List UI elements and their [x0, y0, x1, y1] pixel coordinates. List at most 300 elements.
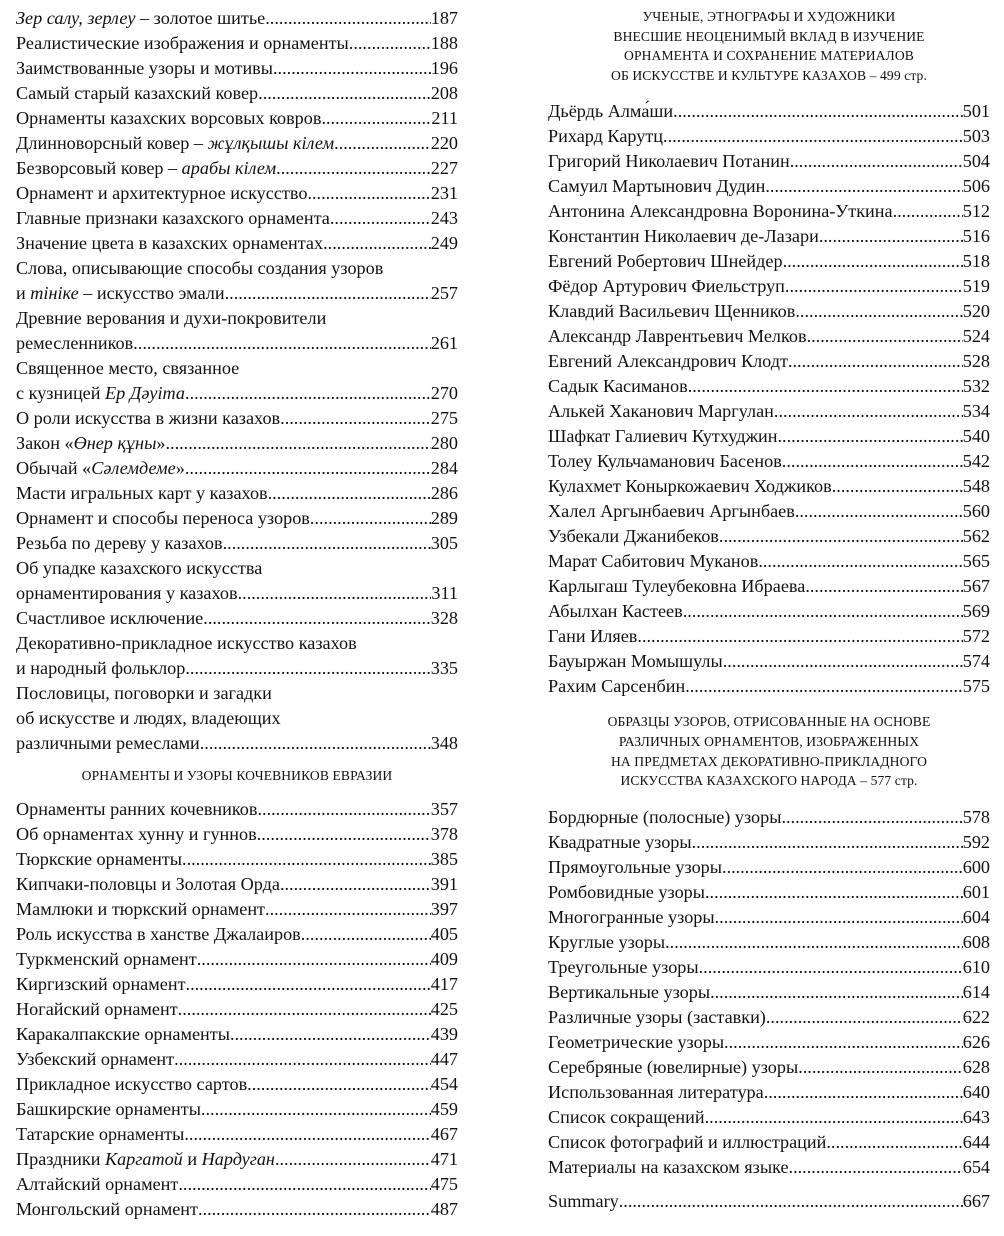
toc-entry-title — [16, 106, 321, 131]
toc-entry-title-part: Ногайский орнамент — [16, 998, 178, 1019]
dot-leader — [765, 174, 962, 199]
dot-leader — [201, 1097, 431, 1122]
toc-entry — [548, 855, 990, 880]
toc-entry-title — [548, 930, 665, 955]
toc-entry-title — [548, 149, 790, 174]
toc-entry-title — [548, 980, 710, 1005]
toc-entry — [16, 897, 458, 922]
toc-entry-title-part: Константин Николаевич де-Лазари — [548, 226, 819, 247]
dot-leader — [247, 1072, 431, 1097]
toc-entry-title-part: Карлыгаш Тулеубековна Ибраева — [548, 576, 806, 597]
page-number: 311 — [431, 583, 458, 603]
toc-entry — [16, 997, 458, 1022]
toc-entry-title — [16, 656, 185, 681]
dot-leader — [665, 930, 963, 955]
toc-entry-title — [548, 599, 683, 624]
toc-entry-title-part: Резьба по дереву у казахов — [16, 533, 223, 553]
toc-entry-title-part: Ер Дәуiта — [105, 383, 186, 403]
dot-leader — [774, 399, 963, 424]
toc-entry-title — [548, 1055, 798, 1080]
toc-entry-title — [16, 456, 185, 481]
dot-leader — [699, 955, 963, 980]
toc-entry — [548, 249, 990, 274]
toc-entry-title-part: Орнаменты казахских ворсовых ковров — [16, 108, 322, 128]
page-number: 471 — [430, 1148, 458, 1169]
dot-leader — [223, 531, 431, 556]
toc-entry — [548, 449, 990, 474]
page-number: 506 — [962, 176, 990, 197]
toc-entry-title-part: Круглые узоры — [548, 931, 666, 952]
toc-entry — [16, 1172, 458, 1197]
toc-entry — [548, 199, 990, 224]
heading-line: ИСКУССТВА КАЗАХСКОГО НАРОДА – 577 стр. — [620, 773, 918, 789]
toc-entry-title — [548, 274, 785, 299]
toc-entry-title — [16, 506, 310, 531]
toc-entry — [16, 631, 458, 681]
page-number: 565 — [962, 551, 990, 572]
toc-entry-title — [548, 1080, 764, 1105]
toc-entry-title — [16, 131, 334, 156]
toc-entry-title — [548, 855, 722, 880]
dot-leader — [893, 199, 963, 224]
toc-entry-title — [16, 231, 323, 256]
toc-entry-title — [16, 1097, 201, 1122]
toc-entry — [548, 349, 990, 374]
page-number: 439 — [430, 1023, 458, 1044]
toc-entry-title-part: Прикладное искусство сартов — [16, 1073, 248, 1094]
toc-entry-title-part: Безворсовый ковер – — [16, 158, 182, 178]
heading-line: ОБ ИСКУССТВЕ И КУЛЬТУРЕ КАЗАХОВ – 499 стр. — [611, 67, 927, 83]
page-number: 560 — [962, 501, 990, 522]
toc-entry — [16, 1147, 458, 1172]
toc-entry-title — [16, 822, 257, 847]
toc-entry — [548, 174, 990, 199]
toc-entry-title-part: Использованная литература — [548, 1081, 764, 1102]
toc-entry-title-part: Орнамент и способы переноса узоров — [16, 508, 310, 528]
dot-leader — [185, 456, 431, 481]
dot-leader — [178, 1172, 430, 1197]
toc-entry — [548, 574, 990, 599]
toc-entry-title — [16, 872, 280, 897]
toc-entry-title-part: Самый старый казахский ковер — [16, 83, 259, 103]
toc-entry-title-part: Ромбовидные узоры — [548, 881, 705, 902]
toc-entry — [548, 399, 990, 424]
toc-entry — [548, 830, 990, 855]
page-number: 467 — [430, 1123, 458, 1144]
toc-entry-title-part: Сәлемдеме — [91, 458, 176, 478]
page-number: 608 — [962, 931, 990, 952]
dot-leader — [197, 947, 431, 972]
page-number: 405 — [430, 923, 458, 944]
dot-leader — [785, 274, 963, 299]
dot-leader — [198, 1197, 431, 1222]
toc-section-scholars — [548, 99, 990, 699]
toc-entry — [16, 506, 458, 531]
dot-leader — [715, 905, 963, 930]
toc-entry-title-part: Евгений Робертович Шнейдер — [548, 251, 783, 272]
page-number: 569 — [962, 601, 990, 622]
toc-entry-title-part: Самуил Мартынович Дудин — [548, 176, 766, 197]
toc-entry-title-part: Орнаменты ранних кочевников — [16, 798, 258, 819]
toc-entry-title-line: Священное место, связанное — [16, 358, 240, 378]
page-number: 540 — [962, 426, 990, 447]
page-number: 562 — [962, 526, 990, 547]
heading-line: РАЗЛИЧНЫХ ОРНАМЕНТОВ, ИЗОБРАЖЕННЫХ — [618, 733, 920, 749]
toc-entry-title-part: Список фотографий и иллюстраций — [548, 1131, 827, 1152]
toc-entry-title-part: О роли искусства в жизни казахов — [16, 408, 281, 428]
toc-entry-title-line: Слова, описывающие способы создания узоров — [16, 258, 384, 278]
toc-entry — [16, 31, 458, 56]
toc-entry-title-part: Узбекский орнамент — [16, 1048, 175, 1069]
toc-entry-title — [548, 549, 758, 574]
toc-entry-title-part: Халел Аргынбаевич Аргынбаев — [548, 501, 795, 522]
toc-entry-title — [16, 606, 203, 631]
toc-entry-title-part: Өнер құны — [73, 433, 157, 453]
toc-entry — [16, 6, 458, 31]
toc-entry — [16, 947, 458, 972]
toc-entry — [548, 930, 990, 955]
toc-entry-title-part: Различные узоры (заставки) — [548, 1006, 766, 1027]
page-number: 391 — [430, 873, 458, 894]
toc-entry — [548, 499, 990, 524]
dot-leader — [798, 1055, 963, 1080]
page-number: 475 — [430, 1173, 458, 1194]
page-number: 335 — [430, 658, 458, 678]
toc-entry-title — [16, 847, 182, 872]
page-number: 459 — [430, 1098, 458, 1119]
toc-entry — [16, 306, 458, 356]
toc-entry — [16, 972, 458, 997]
page-number: 574 — [962, 651, 990, 672]
toc-entry-title-line: Древние верования и духи-покровители — [16, 308, 327, 328]
toc-entry — [548, 374, 990, 399]
toc-entry — [548, 1105, 990, 1130]
dot-leader — [275, 1147, 431, 1172]
page-number: 640 — [962, 1081, 990, 1102]
page-number: 572 — [962, 626, 990, 647]
toc-entry-title-part: Орнамент и архитектурное искусство — [16, 183, 308, 203]
dot-leader — [722, 855, 963, 880]
toc-entry-title — [16, 1072, 247, 1097]
dot-leader — [705, 880, 963, 905]
toc-entry — [16, 81, 458, 106]
toc-entry-title — [16, 997, 178, 1022]
page-number: 208 — [430, 83, 458, 103]
toc-entry-title-part: Узбекали Джанибеков — [548, 526, 719, 547]
toc-entry-title — [548, 1189, 619, 1214]
toc-section-a — [16, 6, 458, 756]
toc-entry-title-line: Декоративно-прикладное искусство казахов — [16, 633, 357, 653]
page-number: 286 — [430, 483, 458, 503]
page-number: 275 — [430, 408, 458, 428]
page-number: 567 — [962, 576, 990, 597]
toc-entry-title-part: Серебряные (ювелирные) узоры — [548, 1056, 799, 1077]
toc-entry-title — [548, 674, 685, 699]
toc-entry-title-part: Геометрические узоры — [548, 1031, 725, 1052]
dot-leader — [323, 231, 431, 256]
toc-entry-title — [16, 797, 257, 822]
dot-leader — [778, 424, 963, 449]
toc-entry-title-line: об искусстве и людях, владеющих — [16, 708, 281, 728]
page-number: 243 — [430, 208, 458, 228]
toc-entry-title — [16, 1022, 230, 1047]
heading-line: УЧЕНЫЕ, ЭТНОГРАФЫ И ХУДОЖНИКИ — [642, 9, 896, 24]
toc-entry — [548, 649, 990, 674]
toc-entry-title — [548, 524, 719, 549]
dot-leader — [280, 406, 431, 431]
dot-leader — [692, 830, 963, 855]
dot-leader — [185, 381, 431, 406]
page-number: 454 — [430, 1073, 458, 1094]
page-number: 622 — [962, 1006, 990, 1027]
dot-leader — [186, 972, 431, 997]
dot-leader — [268, 481, 431, 506]
toc-section-patterns — [548, 805, 990, 1180]
toc-entry — [16, 256, 458, 306]
toc-entry-title — [548, 499, 795, 524]
page-number: 534 — [962, 401, 990, 422]
toc-entry — [548, 1130, 990, 1155]
toc-entry-title-part: Шафкат Галиевич Кутхуджин — [548, 426, 778, 447]
toc-entry-title-part: ремесленников — [16, 333, 134, 353]
dot-leader — [133, 331, 431, 356]
toc-entry-title — [16, 581, 238, 606]
toc-entry — [16, 872, 458, 897]
page-number: 188 — [430, 33, 458, 53]
toc-entry — [548, 1155, 990, 1180]
toc-entry-title — [548, 955, 699, 980]
toc-entry-title-part: Башкирские орнаменты — [16, 1098, 201, 1119]
toc-entry-title-part: Александр Лаврентьевич Мелков — [548, 326, 807, 347]
heading-line: ОРНАМЕНТЫ И УЗОРЫ КОЧЕВНИКОВ ЕВРАЗИИ — [81, 768, 393, 783]
dot-leader — [758, 549, 962, 574]
page-number: 357 — [430, 798, 458, 819]
dot-leader — [184, 1122, 430, 1147]
toc-entry-title-part: Дьёрдь Алма́ши — [548, 101, 674, 122]
toc-left-column — [16, 6, 458, 1222]
page-number: 667 — [962, 1190, 990, 1211]
toc-entry-title-part: Праздники — [16, 1148, 105, 1169]
toc-entry-title-part: Татарские орнаменты — [16, 1123, 185, 1144]
toc-entry-title-part: Главные признаки казахского орнамента — [16, 208, 330, 228]
dot-leader — [225, 281, 431, 306]
toc-entry-title-part: Григорий Николаевич Потанин — [548, 151, 790, 172]
toc-entry — [548, 1189, 990, 1214]
page-number: 348 — [430, 733, 458, 753]
page-number: 528 — [962, 351, 990, 372]
toc-entry-title — [548, 424, 778, 449]
toc-entry-title-part: Кулахмет Коныркожаевич Ходжиков — [548, 476, 832, 497]
toc-entry — [16, 431, 458, 456]
dot-leader — [705, 1105, 963, 1130]
page-number: 280 — [430, 433, 458, 453]
dot-leader — [832, 474, 963, 499]
dot-leader — [321, 106, 431, 131]
toc-entry-title — [548, 249, 783, 274]
toc-entry-title — [16, 156, 276, 181]
dot-leader — [265, 6, 431, 31]
toc-entry-title — [548, 299, 795, 324]
toc-entry — [16, 56, 458, 81]
toc-entry-title — [16, 81, 258, 106]
toc-entry — [548, 124, 990, 149]
toc-entry-title-part: Многогранные узоры — [548, 906, 715, 927]
toc-entry — [16, 556, 458, 606]
page-number: 600 — [962, 856, 990, 877]
toc-entry-title — [16, 181, 307, 206]
toc-entry-title — [16, 206, 330, 231]
dot-leader — [265, 897, 431, 922]
toc-entry-title — [16, 431, 165, 456]
toc-entry-title-part: и народный фольклор — [16, 658, 186, 678]
page-number: 643 — [962, 1106, 990, 1127]
toc-entry-title-part: Обычай « — [16, 458, 92, 478]
dot-leader — [273, 56, 431, 81]
toc-entry-title-part: Туркменский орнамент — [16, 948, 197, 969]
toc-entry-title-part: Реалистические изображения и орнаменты — [16, 33, 349, 53]
toc-entry-title — [548, 649, 723, 674]
toc-entry-title — [16, 897, 265, 922]
dot-leader — [782, 449, 963, 474]
page-number: 425 — [430, 998, 458, 1019]
toc-entry-title — [16, 947, 197, 972]
toc-entry-title-part: Треугольные узоры — [548, 956, 699, 977]
page-number: 487 — [430, 1198, 458, 1219]
toc-entry — [16, 406, 458, 431]
toc-entry-title-part: » — [175, 458, 185, 478]
dot-leader — [826, 1130, 962, 1155]
toc-entry-title-part: Абылхан Кастеев — [548, 601, 683, 622]
toc-entry-title — [548, 880, 705, 905]
page-number: 548 — [962, 476, 990, 497]
toc-entry-title-part: Каракалпакские орнаменты — [16, 1023, 230, 1044]
page-number: 409 — [430, 948, 458, 969]
dot-leader — [330, 206, 431, 231]
toc-entry — [16, 481, 458, 506]
toc-entry-title — [548, 1130, 826, 1155]
dot-leader — [795, 299, 962, 324]
toc-entry-title-part: Фёдор Артурович Фиельструп — [548, 276, 785, 297]
toc-entry-title-part: Алькей Хаканович Маргулан — [548, 401, 774, 422]
toc-right-column — [548, 6, 990, 1214]
toc-entry-title-part: Алтайский орнамент — [16, 1173, 179, 1194]
dot-leader — [178, 997, 431, 1022]
dot-leader — [688, 374, 963, 399]
toc-entry — [548, 274, 990, 299]
dot-leader — [349, 31, 431, 56]
toc-entry-title-part: Длинноворсный ковер – — [16, 133, 208, 153]
toc-entry-title-part: Рахим Сарсенбин — [548, 676, 686, 697]
toc-entry-title-line: Пословицы, поговорки и загадки — [16, 683, 272, 703]
toc-entry-title-part: Гани Иляев — [548, 626, 638, 647]
toc-entry-title — [16, 281, 225, 306]
toc-entry-title — [548, 174, 765, 199]
toc-entry — [548, 674, 990, 699]
toc-entry — [16, 106, 458, 131]
heading-line: НА ПРЕДМЕТАХ ДЕКОРАТИВНО-ПРИКЛАДНОГО — [610, 753, 928, 769]
toc-entry-title-part: » — [156, 433, 166, 453]
toc-entry — [16, 1197, 458, 1222]
toc-entry — [548, 149, 990, 174]
toc-entry-title-part: Клавдий Васильевич Щенников — [548, 301, 796, 322]
toc-entry-title — [548, 624, 637, 649]
toc-entry — [16, 606, 458, 631]
page-number: 447 — [430, 1048, 458, 1069]
toc-entry — [548, 599, 990, 624]
page-number: 578 — [962, 806, 990, 827]
dot-leader — [764, 1080, 963, 1105]
page-number: 512 — [962, 201, 990, 222]
toc-entry-title-part: жұлқышы кілем — [207, 133, 335, 153]
dot-leader — [805, 574, 962, 599]
page-number: 284 — [430, 458, 458, 478]
dot-leader — [257, 797, 430, 822]
toc-entry — [548, 805, 990, 830]
toc-entry-title-part: различными ремеслами — [16, 733, 200, 753]
toc-entry-title-part: Прямоугольные узоры — [548, 856, 722, 877]
dot-leader — [783, 249, 963, 274]
toc-entry — [16, 456, 458, 481]
dot-leader — [663, 124, 963, 149]
dot-leader — [819, 224, 963, 249]
dot-leader — [174, 1047, 431, 1072]
toc-entry-title-part: Марат Сабитович Муканов — [548, 551, 759, 572]
toc-entry-title — [548, 124, 663, 149]
page-number: 328 — [430, 608, 458, 628]
dot-leader — [781, 805, 962, 830]
page-number: 628 — [962, 1056, 990, 1077]
toc-entry-title-part: Закон « — [16, 433, 74, 453]
toc-entry-title — [548, 99, 673, 124]
page-number: 249 — [430, 233, 458, 253]
dot-leader — [789, 1155, 963, 1180]
page-number: 187 — [430, 8, 458, 28]
toc-entry-title-part: Антонина Александровна Воронина-Уткина — [548, 201, 893, 222]
page-number: 654 — [962, 1156, 990, 1177]
toc-entry-title-part: Значение цвета в казахских орнаментах — [16, 233, 324, 253]
page-number: 501 — [962, 101, 990, 122]
toc-entry — [548, 1080, 990, 1105]
toc-section-b — [16, 797, 458, 1222]
toc-entry — [548, 549, 990, 574]
toc-entry — [16, 156, 458, 181]
dot-leader — [276, 156, 431, 181]
toc-entry-title-part: Нардуган — [201, 1148, 275, 1169]
dot-leader — [200, 731, 431, 756]
page-number: 385 — [430, 848, 458, 869]
toc-entry-title — [16, 1197, 198, 1222]
toc-entry — [16, 681, 458, 756]
toc-entry — [16, 531, 458, 556]
toc-entry-title-part: Бауыржан Момышулы — [548, 651, 723, 672]
toc-entry-title-part: Квадратные узоры — [548, 831, 692, 852]
toc-entry — [16, 356, 458, 406]
toc-entry-title-part: Роль искусства в ханстве Джалаиров — [16, 923, 301, 944]
toc-entry-title-part: Каргатой — [105, 1148, 183, 1169]
page-number: 532 — [962, 376, 990, 397]
dot-leader — [683, 599, 963, 624]
toc-entry-title-part: Киргизский орнамент — [16, 973, 186, 994]
page-number: 601 — [962, 881, 990, 902]
toc-entry — [16, 1047, 458, 1072]
toc-entry — [16, 1072, 458, 1097]
heading-line: ОБРАЗЦЫ УЗОРОВ, ОТРИСОВАННЫЕ НА ОСНОВЕ — [607, 714, 931, 730]
toc-entry-title — [16, 6, 265, 31]
toc-entry — [548, 324, 990, 349]
toc-entry-title — [548, 324, 807, 349]
dot-leader — [165, 431, 430, 456]
page-number: 592 — [962, 831, 990, 852]
